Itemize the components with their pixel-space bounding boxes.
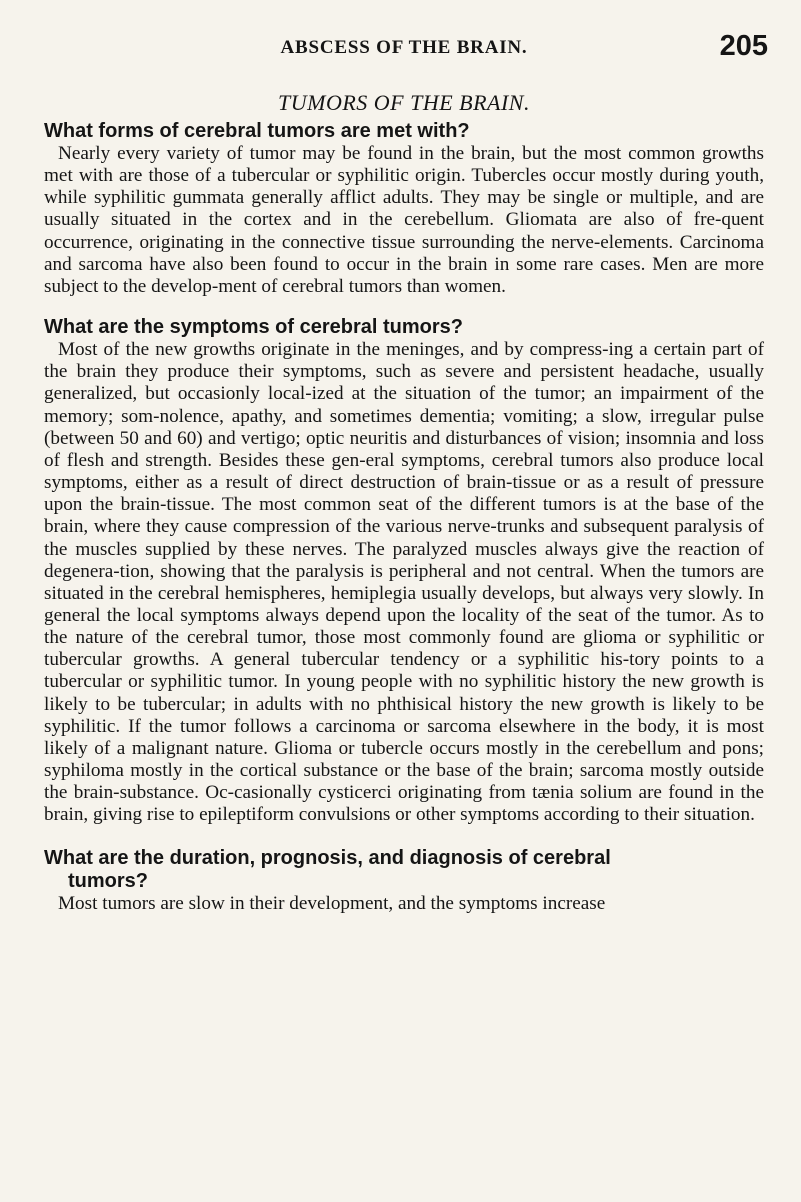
answer-paragraph: Most of the new growths originate in the meninges, and by compress-ing a certain part of the brain they produce their symptoms, such as severe and persistent headache, usually generalized, but occasionly local-ized at the situation of the tumor; an impairment of the memory; som-nolence, apathy, and sometimes dementia; vomiting; a slow, irregular pulse (between 50 and 60) and vertigo; optic neuritis and disturbances of vision; insomnia and loss of flesh and strength. Besides these gen-eral symptoms, cerebral tumors also produce local symptoms, either as a result of direct destruction of brain-tissue or as a result of pressure upon the brain-tissue. The most common seat of the different tumors is at the base of the brain, where they cause compression of the various nerve-trunks and subsequent paralysis of the muscles supplied by these nerves. The paralyzed muscles always give the reaction of degenera-tion, showing that the paralysis is peripheral and not central. When the tumors are situated in the cerebral hemispheres, hemiplegia usually develops, but always very slowly. In general the local symptoms always depend upon the locality of the seat of the tumor. As to the nature of the cerebral tumor, those most commonly found are glioma or syphilitic or tubercular growths. A general tubercular tendency or a syphilitic his-tory points to a tubercular or syphilitic tumor. In young people with no syphilitic history the new growth is likely to be tubercular; in adults with no phthisical history the new growth is likely to be syphilitic. If the tumor follows a carcinoma or sarcoma elsewhere in the body, it is most likely of a malignant nature. Glioma or tubercle occurs mostly in the cerebellum and pons; syphiloma mostly in the cortical substance or the base of the brain; sarcoma mostly outside the brain-substance. Oc-casionally cysticerci originating from tænia solium are found in the brain, giving rise to epileptiform convulsions or other symptoms according to their situation. [44,339,764,826]
answer-paragraph: Nearly every variety of tumor may be found in the brain, but the most common growths met with are those of a tubercular or syphilitic origin. Tubercles occur mostly during youth, while syphilitic gummata generally afflict adults. They may be single or multiple, and are usually situated in the cortex and in the cerebellum. Gliomata are also of fre-quent occurrence, originating in the connective tissue surrounding the nerve-elements. Carcinoma and sarcoma have also been found to occur in the brain in some rare cases. Men are more subject to the develop-ment of cerebral tumors than women. [44,143,764,297]
question-line: tumors? [68,869,148,892]
running-title: ABSCESS OF THE BRAIN. [280,37,528,58]
answer-paragraph: Most tumors are slow in their development, and the symptoms increase [58,892,606,914]
question-heading: What forms of cerebral tumors are met with? [44,120,470,142]
question-line: What are the duration, prognosis, and diagnosis of cerebral [44,846,611,869]
page-number: 205 [719,30,768,62]
question-heading: What are the symptoms of cerebral tumors? [44,316,463,339]
running-head [44,30,768,68]
book-page [44,30,768,915]
question-heading [44,847,764,893]
section-title: TUMORS OF THE BRAIN. [278,90,530,115]
